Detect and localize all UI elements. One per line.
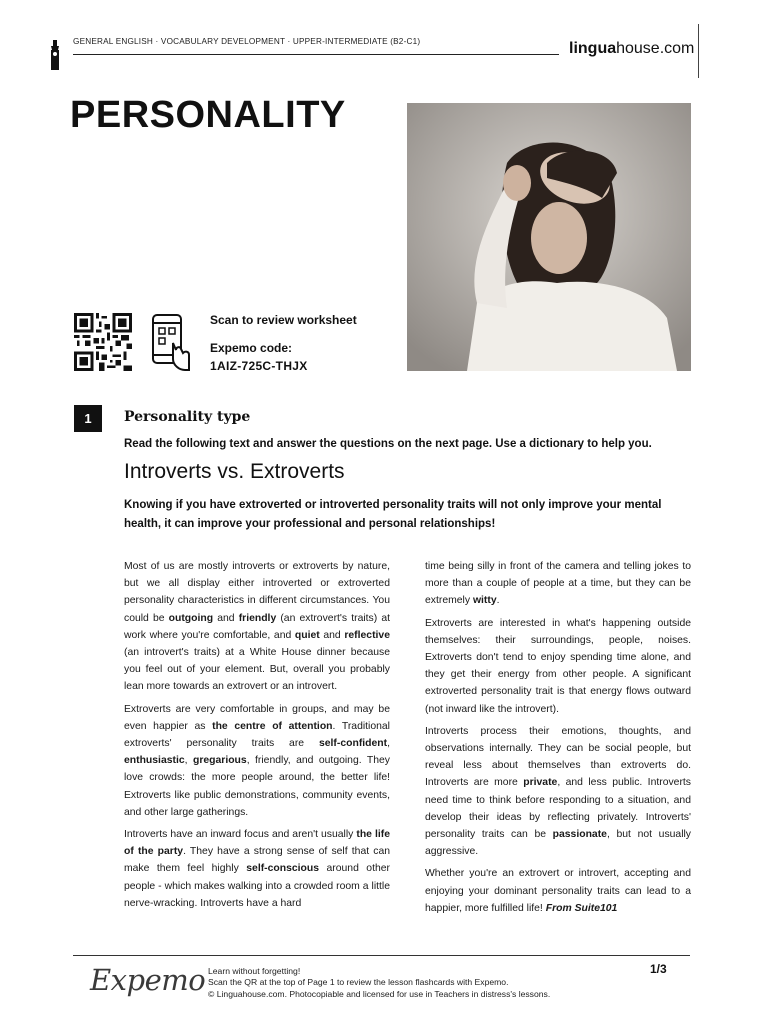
paragraph [425, 865, 691, 917]
paragraph [425, 558, 691, 610]
text-run: Extroverts are interested in what's happening outside themselves: their surroundings, people, noises. Extroverts don't tend to enjoy spending time alone, and they get their energy from other people. A significant extroverted personality trait is that energy flows outward (not inward like the introvert). [425, 617, 691, 715]
page-title: PERSONALITY [70, 94, 346, 136]
expemo-code-label: Expemo code: [210, 341, 293, 355]
text-run: , [184, 755, 193, 767]
paragraph [425, 723, 691, 861]
paragraph [425, 615, 691, 718]
text-run: , [387, 738, 390, 750]
paragraph [124, 558, 390, 696]
text-run: Introverts have an inward focus and aren't usually [124, 829, 357, 841]
text-run: , but not usually aggressive. [425, 829, 692, 858]
text-run: . Traditional extroverts' personality traits are [124, 720, 390, 750]
big-ben-icon [50, 40, 60, 70]
text-run: Introverts process their emotions, thoughts, and observations internally. They can be social people, but reveal less about themselves than extroverts do. Introverts are more [425, 725, 691, 789]
paragraph [124, 826, 390, 912]
woman-mask-photo [407, 103, 691, 371]
brand-divider [698, 24, 699, 78]
text-run: , friendly, and outgoing. They love crowds: the more people around, the better life! Extroverts like public demonstrations, community events, and other large gatherings. [124, 755, 390, 818]
bold-term: self-conscious [246, 863, 320, 875]
bold-term: friendly [238, 612, 277, 624]
bold-term: witty [472, 595, 497, 607]
bold-term: self-confident [318, 738, 388, 750]
article-lead: Knowing if you have extroverted or introverted personality traits will not only improve your mental health, it can improve your professional and personal relationships! [124, 499, 662, 530]
footer-line: Learn without forgetting! [208, 966, 301, 976]
source-credit: From Suite101 [545, 902, 618, 914]
bold-term: enthusiastic [124, 755, 185, 767]
footer-text [208, 966, 550, 1000]
section-number: 1 [74, 405, 102, 432]
expemo-code-value: 1AIZ-725C-THJX [210, 359, 308, 373]
text-run: , and less public. Introverts need time to think before responding to a situation, and develop their ideas by reflecting privately. Introverts' personality traits can be [425, 777, 691, 841]
bold-term: gregarious [192, 755, 247, 767]
expemo-logo: Expemo [90, 963, 206, 997]
bold-term: passionate [552, 829, 607, 841]
phone-scan-icon [151, 313, 191, 373]
page-number: 1/3 [650, 962, 667, 976]
scan-label: Scan to review worksheet [210, 313, 357, 327]
breadcrumb: GENERAL ENGLISH · VOCABULARY DEVELOPMENT · UPPER-INTERMEDIATE (B2-C1) [73, 37, 421, 46]
bold-term: reflective [344, 629, 390, 641]
text-run: and [319, 629, 345, 641]
brand-logo: linguahouse.com [569, 40, 695, 57]
section-title: Personality type [124, 409, 251, 425]
text-run: Extroverts are very comfortable in groups, and may be even happier as [124, 703, 390, 732]
bold-term: quiet [294, 629, 320, 641]
text-run: Whether you're an extrovert or introvert, accepting and enjoying your dominant personality traits can lead to a happier, more fulfilled life! [425, 868, 691, 914]
text-run: around other people - which makes walking into a crowded room a little nerve-wracking. Introverts have a hard [124, 863, 390, 909]
text-run: (an extrovert's traits) at work where you're comfortable, and [124, 612, 390, 641]
text-run: and [213, 612, 239, 624]
bold-term: outgoing [168, 612, 214, 624]
text-run: (an introvert's traits) at a White House dinner because you feel out of your element. But, overall you probably lean more towards an extrovert or an introvert. [124, 647, 390, 693]
bold-term: the life of the party [124, 829, 390, 858]
text-run: . They have a strong sense of self that can make them feel highly [124, 846, 390, 875]
paragraph [124, 701, 390, 821]
instructions: Read the following text and answer the questions on the next page. Use a dictionary to help you. [124, 438, 652, 450]
footer-divider [73, 955, 690, 956]
article-title: Introverts vs. Extroverts [124, 460, 345, 483]
footer-line: © Linguahouse.com. Photocopiable and licensed for use in Teachers in distress's lessons. [208, 988, 551, 999]
bold-term: the centre of attention [212, 720, 333, 732]
qr-code-icon[interactable] [73, 313, 133, 371]
header-divider [73, 54, 559, 55]
text-run: Most of us are mostly introverts or extroverts by nature, but we all display either introverted or extroverted personality characteristics in different circumstances. You could be [124, 561, 390, 624]
text-run: . [496, 595, 500, 607]
bold-term: private [523, 777, 558, 789]
text-run: time being silly in front of the camera and telling jokes to more than a couple of people at a time, but they can be extremely [425, 561, 691, 607]
article-column-right [425, 558, 691, 922]
footer-line: Scan the QR at the top of Page 1 to review the lesson flashcards with Expemo. [208, 977, 509, 988]
article-column-left [124, 558, 390, 917]
